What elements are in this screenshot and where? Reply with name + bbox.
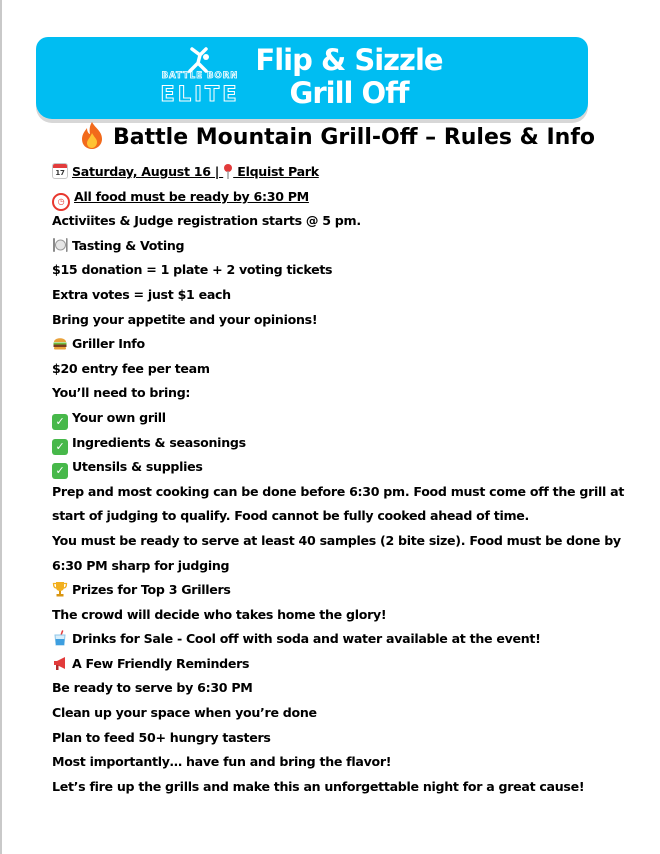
drinks-line (52, 627, 652, 652)
section-heading-text: Griller Info (72, 336, 145, 352)
check-icon: ✓ (52, 439, 68, 455)
section-heading-text: Tasting & Voting (72, 237, 185, 253)
trophy-icon (52, 581, 68, 597)
checklist-item-text: Your own grill (72, 409, 166, 425)
checklist-item (52, 431, 652, 456)
text-line: Prep and most cooking can be done before 6:30 pm. Food must come off the grill at (52, 483, 625, 499)
fire-icon (77, 120, 107, 150)
banner-title (244, 44, 454, 110)
document-title-row (77, 120, 597, 155)
battle-born-elite-logo (144, 45, 256, 113)
checklist-item (52, 406, 652, 431)
section-heading-reminders (52, 652, 652, 677)
text-line: You’ll need to bring: (52, 385, 191, 401)
check-icon: ✓ (52, 463, 68, 479)
section-heading-tasting (52, 234, 652, 259)
cup-drink-icon (52, 630, 68, 646)
text-line: You must be ready to serve at least 40 samples (2 bite size). Food must be done by (52, 532, 621, 548)
calendar-icon: 17 (52, 163, 68, 179)
text-line: Extra votes = just $1 each (52, 286, 231, 302)
alarm-clock-icon: ◷ (52, 193, 70, 211)
location-text: Elquist Park (233, 164, 319, 179)
text-line: Most importantly… have fun and bring the flavor! (52, 754, 392, 770)
banner-title-line2: Grill Off (289, 76, 409, 110)
text-line: 6:30 PM sharp for judging (52, 557, 230, 573)
megaphone-icon (52, 655, 68, 671)
logo-word-elite: ELITE (160, 82, 240, 106)
date-text: Saturday, August 16 | (72, 164, 224, 179)
text-line: $20 entry fee per team (52, 360, 210, 376)
section-heading-griller (52, 332, 652, 357)
page-left-border (0, 0, 2, 854)
burger-icon (52, 335, 68, 351)
deadline-line (52, 185, 652, 210)
page-title: Battle Mountain Grill-Off – Rules & Info (113, 125, 596, 150)
section-heading-text: Prizes for Top 3 Grillers (72, 582, 231, 598)
header-banner (36, 37, 588, 119)
text-line: Be ready to serve by 6:30 PM (52, 680, 253, 696)
gymnast-icon (184, 45, 216, 73)
text-line: Activiites & Judge registration starts @ 5 pm. (52, 213, 361, 229)
date-location-line (52, 160, 652, 185)
section-heading-text: A Few Friendly Reminders (72, 655, 250, 671)
text-line: Bring your appetite and your opinions! (52, 311, 318, 327)
check-icon: ✓ (52, 414, 68, 430)
deadline-text: All food must be ready by 6:30 PM (74, 188, 309, 204)
checklist-item-text: Ingredients & seasonings (72, 434, 246, 450)
text-line: start of judging to qualify. Food cannot be fully cooked ahead of time. (52, 508, 530, 524)
pin-icon (223, 163, 233, 179)
logo-word-battle: BATTLE (161, 71, 204, 81)
drinks-text: Drinks for Sale - Cool off with soda and water available at the event! (72, 631, 541, 647)
text-line: Let’s fire up the grills and make this an unforgettable night for a great cause! (52, 778, 585, 794)
plate-cutlery-icon (52, 237, 68, 253)
section-heading-prizes (52, 578, 652, 603)
rules-list (52, 160, 652, 799)
banner-title-line1: Flip & Sizzle (255, 43, 443, 77)
text-line: $15 donation = 1 plate + 2 voting tickets (52, 262, 333, 278)
logo-word-born: BORN (207, 71, 239, 81)
text-line: The crowd will decide who takes home the glory! (52, 606, 387, 622)
text-line: Clean up your space when you’re done (52, 705, 317, 721)
checklist-item (52, 455, 652, 480)
checklist-item-text: Utensils & supplies (72, 459, 203, 475)
text-line: Plan to feed 50+ hungry tasters (52, 729, 271, 745)
